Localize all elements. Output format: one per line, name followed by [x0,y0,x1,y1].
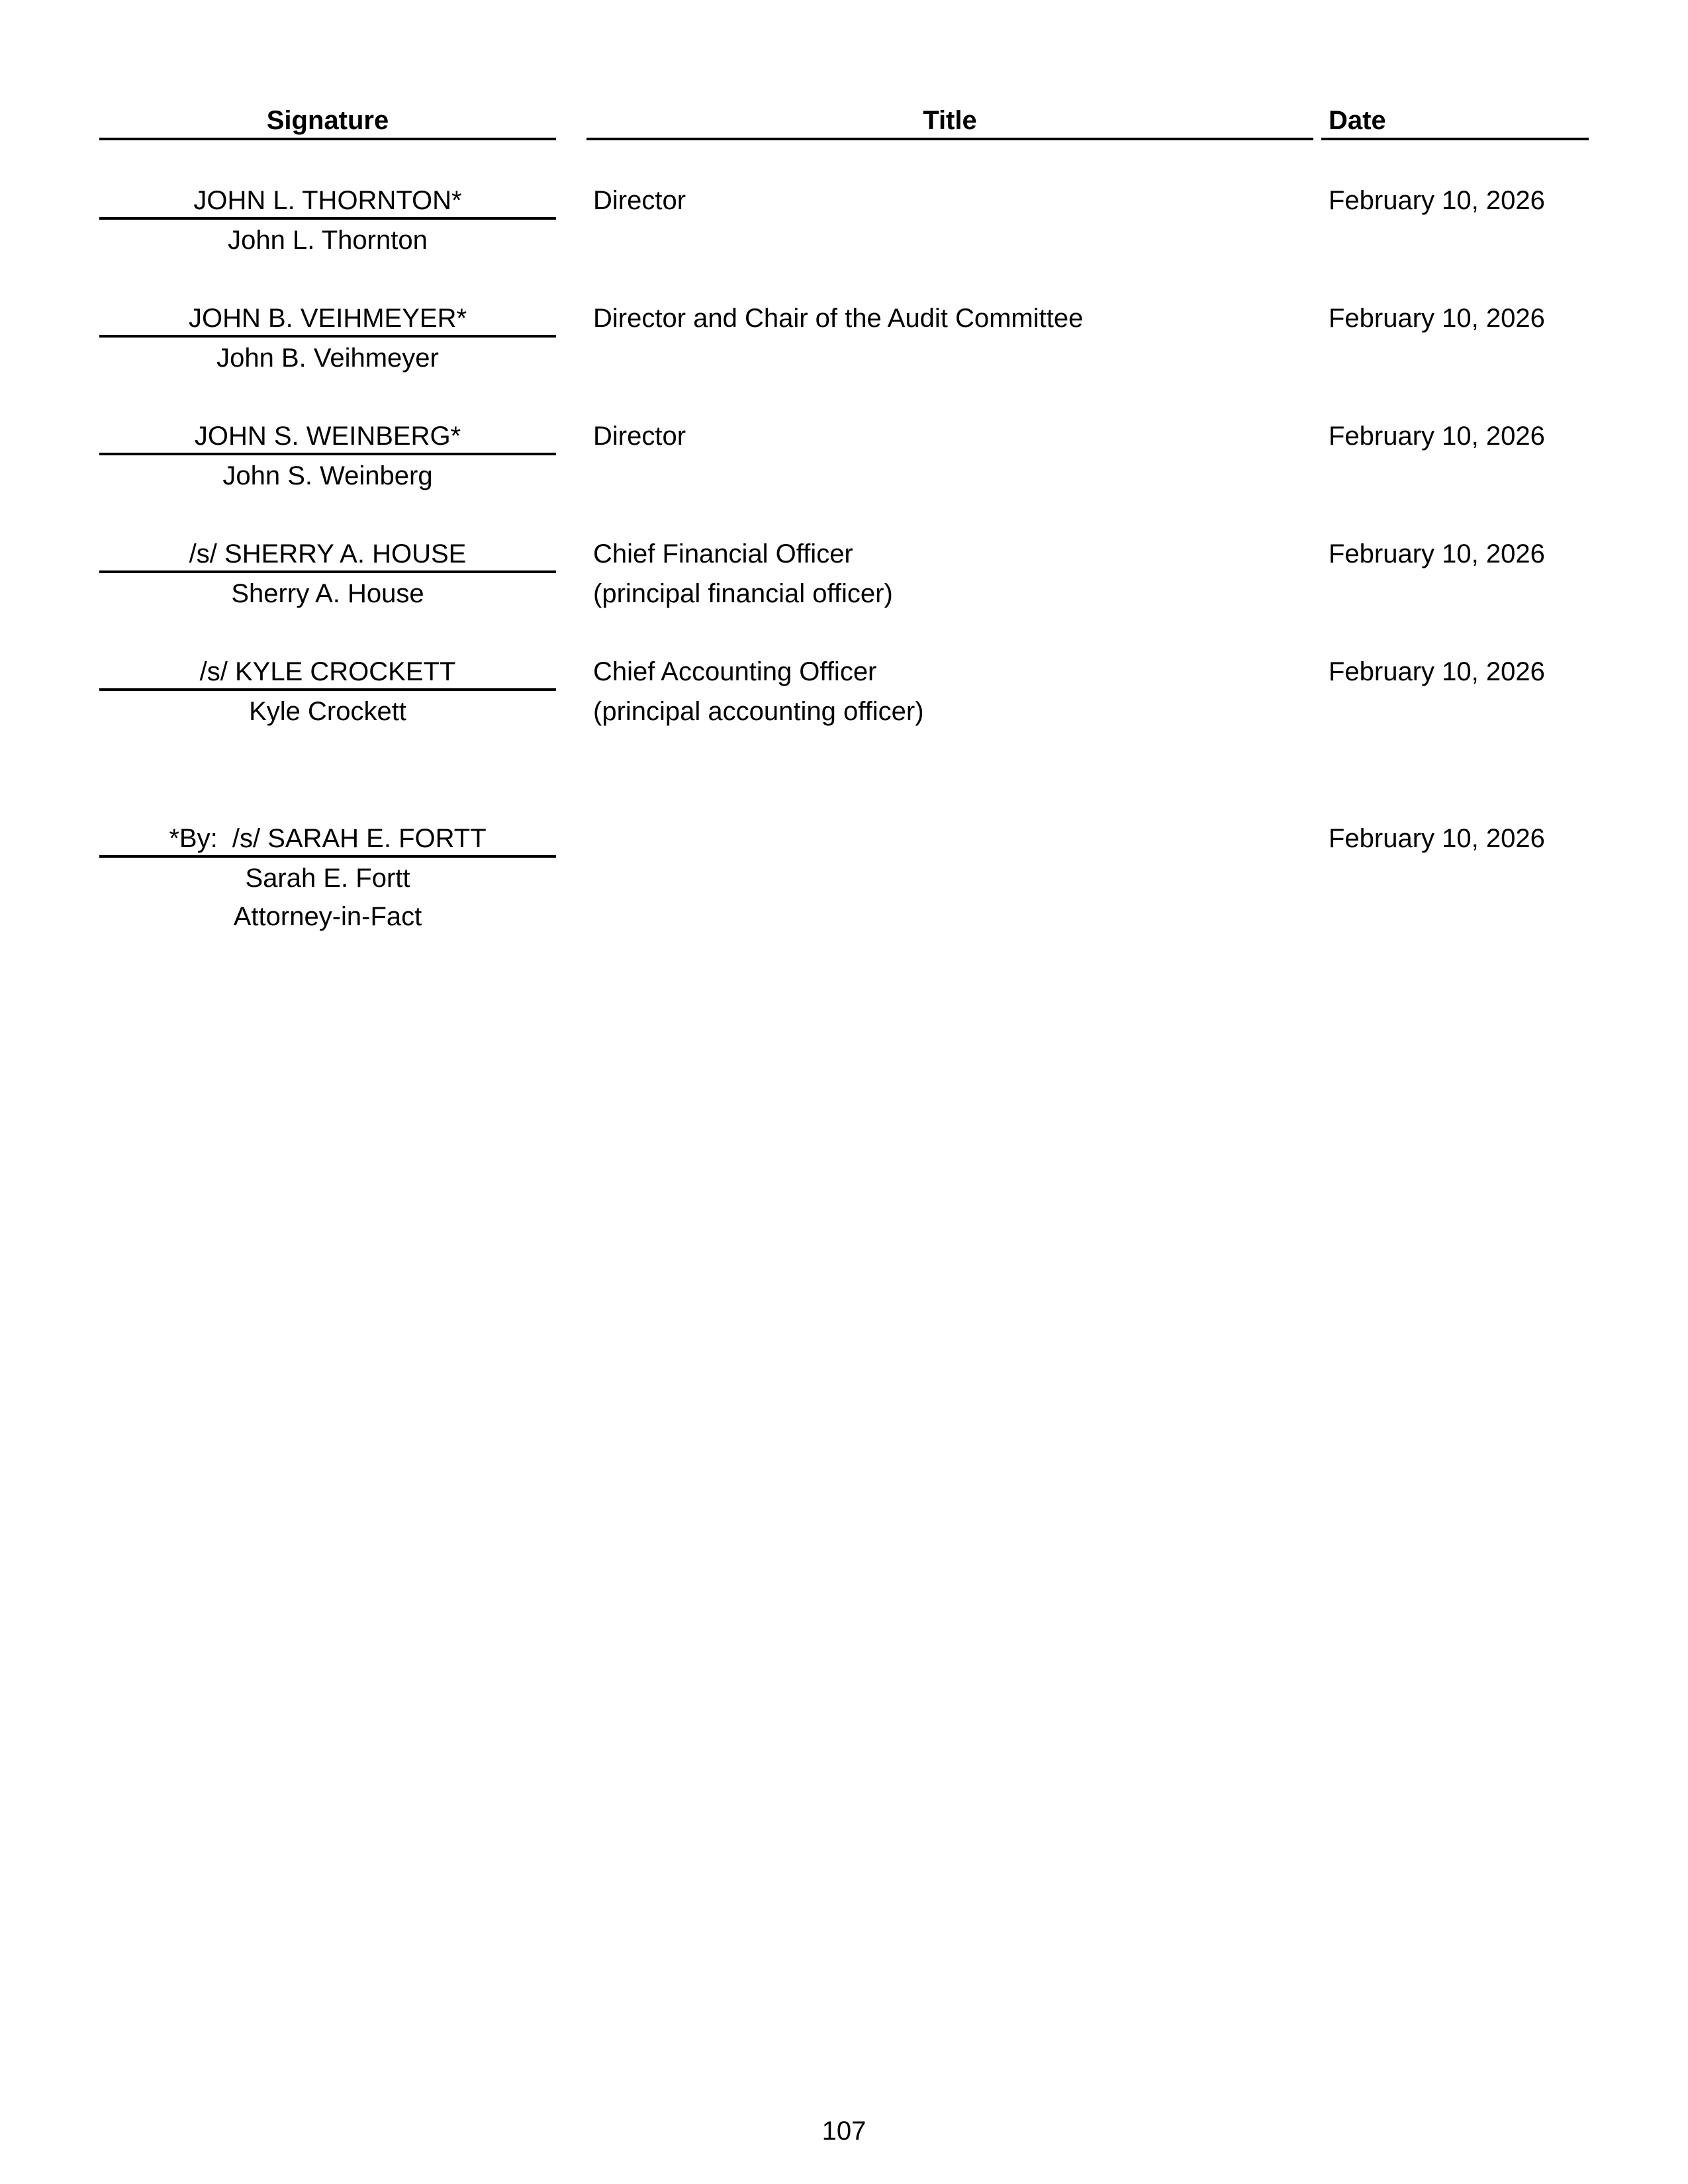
page-number: 107 [821,2116,867,2146]
signer-name: John L. Thornton [228,226,428,255]
attorney-signature-line: *By: /s/ SARAH E. FORTT [169,824,487,853]
signer-title: Chief Accounting Officer [593,657,877,686]
signature-line: /s/ KYLE CROCKETT [199,657,456,686]
attorney-date: February 10, 2026 [1329,824,1545,853]
signer-title-subtitle: (principal accounting officer) [593,697,924,726]
attorney-name: Sarah E. Fortt [245,864,410,893]
signer-title: Chief Financial Officer [593,539,853,569]
header-title: Title [923,106,977,135]
attorney-role: Attorney-in-Fact [233,902,422,931]
signature-line: JOHN B. VEIHMEYER* [188,304,467,333]
signature-date: February 10, 2026 [1329,657,1545,686]
signature-line: JOHN L. THORNTON* [193,186,462,215]
signer-title: Director [593,186,686,215]
signature-rule [99,335,556,338]
header-date: Date [1329,106,1386,135]
signer-title: Director and Chair of the Audit Committee [593,304,1084,333]
signer-name: Kyle Crockett [249,697,406,726]
signature-line: JOHN S. WEINBERG* [194,422,461,451]
header-date-rule [1321,138,1589,140]
signer-name: John B. Veihmeyer [216,343,439,373]
attorney-signature-rule [99,855,556,858]
signature-date: February 10, 2026 [1329,304,1545,333]
signer-title: Director [593,422,686,451]
signature-date: February 10, 2026 [1329,539,1545,569]
header-signature-rule [99,138,556,140]
signature-date: February 10, 2026 [1329,186,1545,215]
signature-line: /s/ SHERRY A. HOUSE [189,539,467,569]
signer-title-subtitle: (principal financial officer) [593,579,893,608]
signature-rule [99,217,556,220]
signature-date: February 10, 2026 [1329,422,1545,451]
signature-rule [99,453,556,455]
signature-rule [99,688,556,691]
signer-name: Sherry A. House [231,579,424,608]
signer-name: John S. Weinberg [222,461,433,490]
header-title-rule [586,138,1313,140]
header-signature: Signature [266,106,389,135]
signature-rule [99,570,556,573]
